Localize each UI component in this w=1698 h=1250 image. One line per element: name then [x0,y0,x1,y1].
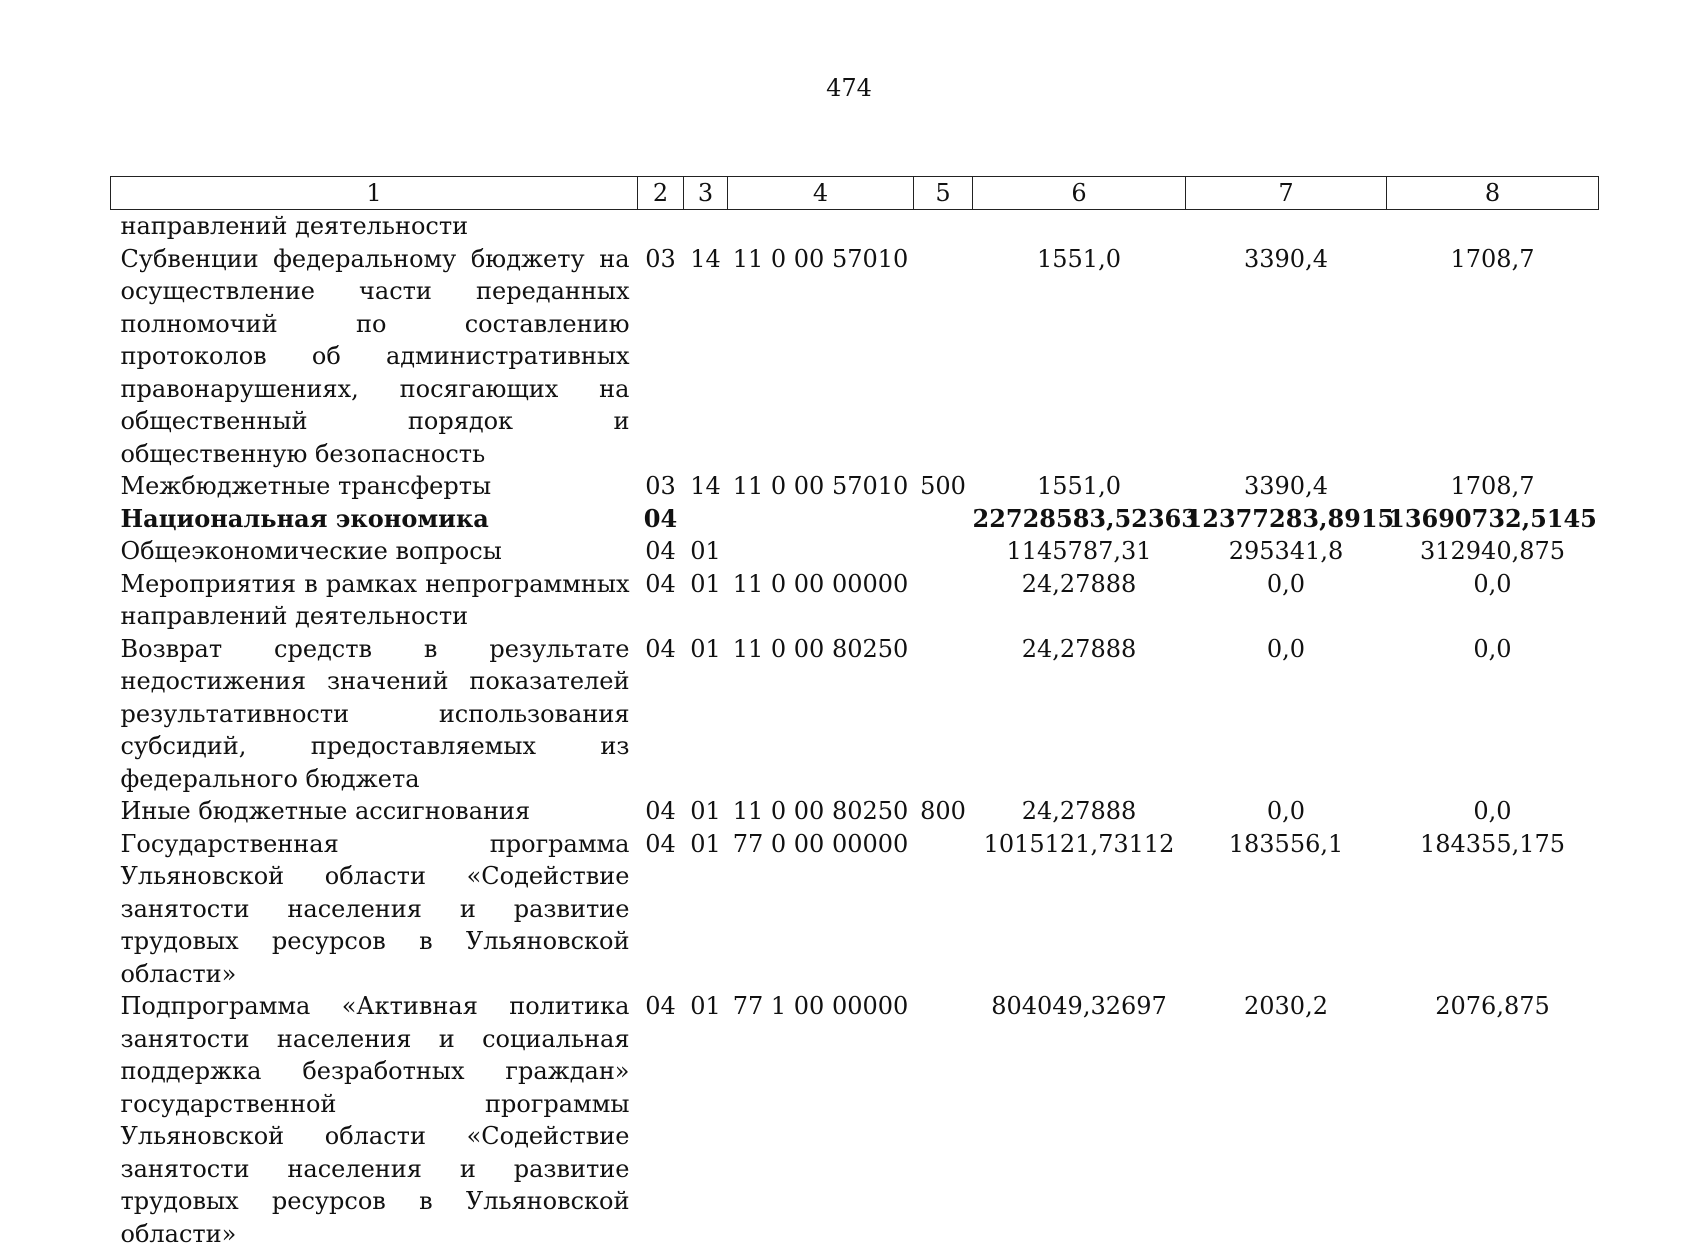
row-amount-cell-6: 24,27888 [973,633,1186,796]
row-section-cell: 04 [638,990,684,1250]
row-amount-cell-7: 295341,8 [1186,535,1387,568]
row-subsection-cell: 01 [684,828,728,991]
row-section-cell: 04 [638,795,684,828]
row-amount-cell-7: 0,0 [1186,795,1387,828]
row-expense-type-cell [914,210,973,243]
row-amount-cell-8: 1708,7 [1387,243,1599,471]
budget-table-container [110,176,1598,1250]
table-row [111,568,1599,633]
row-amount-cell-7 [1186,210,1387,243]
row-amount-cell-6: 22728583,52363 [973,503,1186,536]
header-cell-1: 1 [111,177,638,210]
table-row [111,990,1599,1250]
row-target-article-cell: 11 0 00 57010 [728,470,914,503]
row-target-article-cell: 11 0 00 80250 [728,795,914,828]
row-section-cell: 03 [638,470,684,503]
row-subsection-cell: 14 [684,243,728,471]
table-row [111,503,1599,536]
row-amount-cell-6 [973,210,1186,243]
row-amount-cell-6: 1551,0 [973,470,1186,503]
row-amount-cell-6: 24,27888 [973,795,1186,828]
row-section-cell: 04 [638,535,684,568]
row-target-article-cell: 11 0 00 80250 [728,633,914,796]
row-subsection-cell: 14 [684,470,728,503]
header-cell-6: 6 [973,177,1186,210]
table-row [111,795,1599,828]
row-amount-cell-6: 804049,32697 [973,990,1186,1250]
row-subsection-cell: 01 [684,535,728,568]
row-amount-cell-6: 1015121,73112 [973,828,1186,991]
row-subsection-cell: 01 [684,795,728,828]
row-amount-cell-8: 1708,7 [1387,470,1599,503]
row-name-cell: Общеэкономические вопросы [111,535,638,568]
row-name-cell: Государственная программа Ульяновской области «Содействие занятости населения и развитие трудовых ресурсов в Ульяновской области» [111,828,638,991]
row-amount-cell-7: 0,0 [1186,633,1387,796]
row-name-cell: Возврат средств в результате недостижения значений показателей результативности использования субсидий, предоставляемых из федерального бюджета [111,633,638,796]
header-cell-5: 5 [914,177,973,210]
table-row [111,535,1599,568]
row-subsection-cell: 01 [684,633,728,796]
row-amount-cell-8: 2076,875 [1387,990,1599,1250]
row-amount-cell-6: 1145787,31 [973,535,1186,568]
row-section-cell [638,210,684,243]
row-expense-type-cell [914,568,973,633]
header-cell-3: 3 [684,177,728,210]
header-cell-8: 8 [1387,177,1599,210]
row-amount-cell-7: 2030,2 [1186,990,1387,1250]
row-name-cell: Межбюджетные трансферты [111,470,638,503]
row-expense-type-cell [914,535,973,568]
row-amount-cell-6: 1551,0 [973,243,1186,471]
table-body [111,210,1599,1250]
row-amount-cell-8: 0,0 [1387,795,1599,828]
row-name-cell: направлений деятельности [111,210,638,243]
row-target-article-cell [728,535,914,568]
row-section-cell: 04 [638,568,684,633]
row-amount-cell-7: 3390,4 [1186,243,1387,471]
row-name-cell: Субвенции федеральному бюджету на осуществление части переданных полномочий по составлению протоколов об административных правонарушениях, посягающих на общественный порядок и общественную безопасность [111,243,638,471]
row-section-cell: 04 [638,633,684,796]
row-amount-cell-6: 24,27888 [973,568,1186,633]
row-subsection-cell [684,503,728,536]
row-expense-type-cell [914,633,973,796]
row-section-cell: 04 [638,503,684,536]
header-cell-7: 7 [1186,177,1387,210]
row-target-article-cell: 11 0 00 57010 [728,243,914,471]
row-subsection-cell [684,210,728,243]
row-expense-type-cell: 500 [914,470,973,503]
budget-table [110,176,1599,1250]
table-row [111,633,1599,796]
row-target-article-cell: 11 0 00 00000 [728,568,914,633]
row-name-cell: Иные бюджетные ассигнования [111,795,638,828]
row-amount-cell-8 [1387,210,1599,243]
header-cell-2: 2 [638,177,684,210]
row-amount-cell-7: 3390,4 [1186,470,1387,503]
table-row [111,210,1599,243]
table-row [111,243,1599,471]
row-name-cell: Подпрограмма «Активная политика занятости населения и социальная поддержка безработных граждан» государственной программы Ульяновской области «Содействие занятости населения и развитие трудовых ресурсов в Ульяновской области» [111,990,638,1250]
row-amount-cell-7: 183556,1 [1186,828,1387,991]
row-expense-type-cell [914,828,973,991]
row-expense-type-cell [914,990,973,1250]
page-number: 474 [0,74,1698,102]
row-name-cell: Национальная экономика [111,503,638,536]
row-expense-type-cell: 800 [914,795,973,828]
row-section-cell: 04 [638,828,684,991]
row-target-article-cell: 77 0 00 00000 [728,828,914,991]
row-amount-cell-7: 12377283,8915 [1186,503,1387,536]
row-amount-cell-8: 184355,175 [1387,828,1599,991]
row-target-article-cell [728,210,914,243]
row-expense-type-cell [914,243,973,471]
row-amount-cell-8: 0,0 [1387,568,1599,633]
row-subsection-cell: 01 [684,990,728,1250]
row-amount-cell-8: 13690732,5145 [1387,503,1599,536]
row-amount-cell-7: 0,0 [1186,568,1387,633]
row-subsection-cell: 01 [684,568,728,633]
table-header-row [111,177,1599,210]
header-cell-4: 4 [728,177,914,210]
row-section-cell: 03 [638,243,684,471]
table-row [111,828,1599,991]
row-name-cell: Мероприятия в рамках непрограммных направлений деятельности [111,568,638,633]
row-expense-type-cell [914,503,973,536]
row-amount-cell-8: 0,0 [1387,633,1599,796]
row-target-article-cell [728,503,914,536]
row-target-article-cell: 77 1 00 00000 [728,990,914,1250]
table-row [111,470,1599,503]
row-amount-cell-8: 312940,875 [1387,535,1599,568]
